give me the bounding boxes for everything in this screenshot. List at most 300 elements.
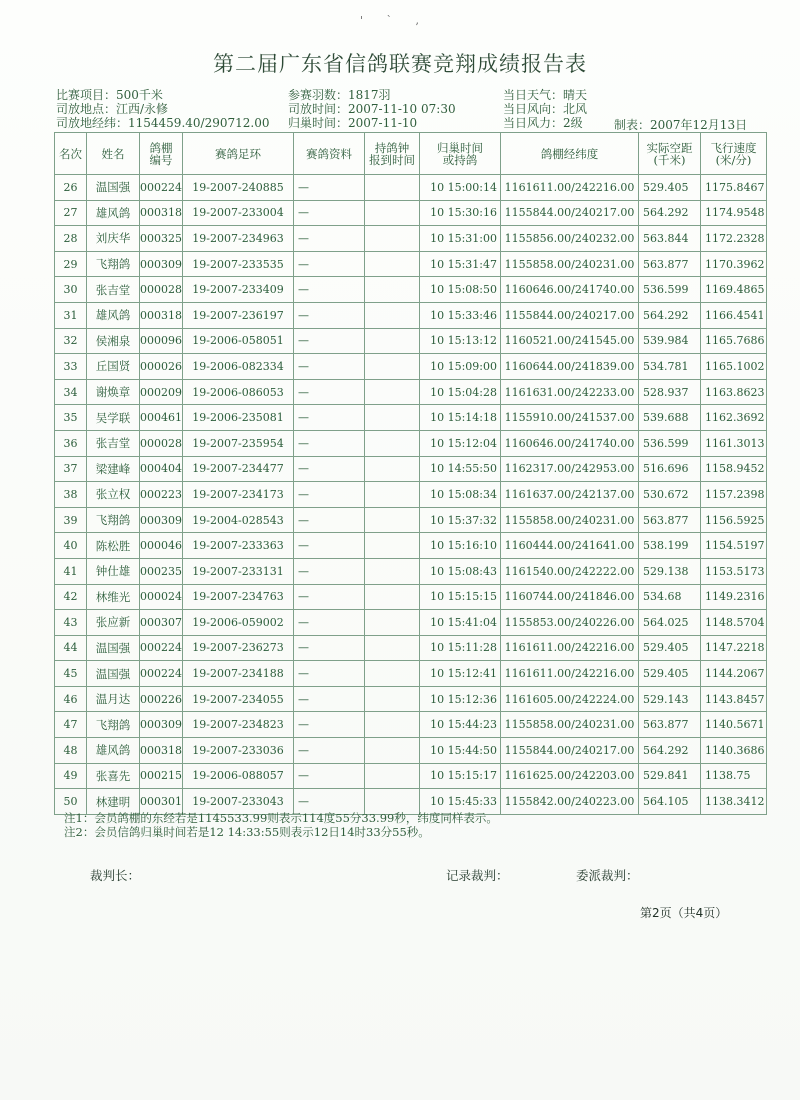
- table-row: [55, 405, 767, 431]
- cell-distance: 528.937: [639, 379, 701, 405]
- cell-rank: 39: [55, 507, 87, 533]
- table-row: [55, 661, 767, 687]
- cell-clock: [365, 584, 420, 610]
- release-place: 司放地点：江西/永修: [56, 102, 169, 116]
- cell-loft-no: 000028: [140, 430, 183, 456]
- cell-name: 温国强: [87, 635, 140, 661]
- table-row: [55, 763, 767, 789]
- cell-rank: 45: [55, 661, 87, 687]
- cell-clock: [365, 200, 420, 226]
- cell-loft-no: 000318: [140, 738, 183, 764]
- table-header-row: [55, 133, 767, 175]
- cell-clock: [365, 763, 420, 789]
- cell-ring: 19-2007-234963: [183, 226, 294, 252]
- cell-arrival: 10 15:09:00: [420, 354, 501, 380]
- cell-coords: 1161611.00/242216.00: [501, 635, 639, 661]
- header-arrival-line1: 归巢时间: [437, 140, 483, 155]
- cell-clock: [365, 226, 420, 252]
- header-loft-no-line1: 鸽棚: [149, 140, 173, 155]
- cell-distance: 539.984: [639, 328, 701, 354]
- cell-coords: 1161540.00/242222.00: [501, 558, 639, 584]
- cell-distance: 564.105: [639, 789, 701, 815]
- cell-loft-no: 000046: [140, 533, 183, 559]
- cell-info: —: [294, 635, 365, 661]
- cell-coords: 1155844.00/240217.00: [501, 738, 639, 764]
- header-speed: [701, 133, 767, 175]
- cell-rank: 42: [55, 584, 87, 610]
- cell-arrival: 10 15:41:04: [420, 610, 501, 636]
- cell-coords: 1155844.00/240217.00: [501, 302, 639, 328]
- cell-coords: 1160646.00/241740.00: [501, 277, 639, 303]
- cell-rank: 49: [55, 763, 87, 789]
- cell-speed: 1143.8457: [701, 686, 767, 712]
- cell-loft-no: 000226: [140, 686, 183, 712]
- cell-speed: 1154.5197: [701, 533, 767, 559]
- cell-distance: 516.696: [639, 456, 701, 482]
- header-speed-line1: 飞行速度: [710, 140, 757, 155]
- cell-info: —: [294, 456, 365, 482]
- cell-speed: 1148.5704: [701, 610, 767, 636]
- cell-rank: 40: [55, 533, 87, 559]
- cell-info: —: [294, 661, 365, 687]
- cell-arrival: 10 15:12:36: [420, 686, 501, 712]
- cell-speed: 1172.2328: [701, 226, 767, 252]
- cell-clock: [365, 661, 420, 687]
- cell-loft-no: 000223: [140, 482, 183, 508]
- cell-name: 雄风鸽: [87, 200, 140, 226]
- cell-speed: 1169.4865: [701, 277, 767, 303]
- cell-distance: 563.844: [639, 226, 701, 252]
- cell-loft-no: 000024: [140, 584, 183, 610]
- race-info-middle: [288, 88, 456, 130]
- cell-name: 陈松胜: [87, 533, 140, 559]
- chief-referee-label: 裁判长：: [90, 868, 141, 883]
- wind-force: 当日风力：2级: [503, 116, 583, 130]
- cell-name: 飞翔鸽: [87, 507, 140, 533]
- cell-ring: 19-2007-233036: [183, 738, 294, 764]
- cell-ring: 19-2006-059002: [183, 610, 294, 636]
- cell-clock: [365, 610, 420, 636]
- cell-coords: 1161631.00/242233.00: [501, 379, 639, 405]
- cell-coords: 1155844.00/240217.00: [501, 200, 639, 226]
- cell-coords: 1155853.00/240226.00: [501, 610, 639, 636]
- cell-name: 钟仕雄: [87, 558, 140, 584]
- cell-clock: [365, 405, 420, 431]
- cell-coords: 1162317.00/242953.00: [501, 456, 639, 482]
- cell-speed: 1174.9548: [701, 200, 767, 226]
- cell-info: —: [294, 610, 365, 636]
- header-distance: [639, 133, 701, 175]
- cell-loft-no: 000309: [140, 507, 183, 533]
- table-row: [55, 610, 767, 636]
- cell-loft-no: 000404: [140, 456, 183, 482]
- cell-speed: 1165.1002: [701, 354, 767, 380]
- cell-ring: 19-2006-082334: [183, 354, 294, 380]
- cell-distance: 564.292: [639, 200, 701, 226]
- cell-clock: [365, 430, 420, 456]
- cell-distance: 530.672: [639, 482, 701, 508]
- cell-distance: 529.841: [639, 763, 701, 789]
- header-coords: 鸽棚经纬度: [501, 133, 639, 175]
- cell-coords: 1155858.00/240231.00: [501, 507, 639, 533]
- return-time: 归巢时间：2007-11-10: [288, 116, 418, 130]
- cell-arrival: 10 15:14:18: [420, 405, 501, 431]
- cell-arrival: 10 15:12:04: [420, 430, 501, 456]
- cell-distance: 534.68: [639, 584, 701, 610]
- cell-info: —: [294, 277, 365, 303]
- cell-ring: 19-2004-028543: [183, 507, 294, 533]
- cell-rank: 33: [55, 354, 87, 380]
- table-row: [55, 584, 767, 610]
- cell-loft-no: 000318: [140, 302, 183, 328]
- cell-clock: [365, 175, 420, 201]
- cell-arrival: 10 15:08:34: [420, 482, 501, 508]
- header-clock: [365, 133, 420, 175]
- cell-clock: [365, 558, 420, 584]
- cell-rank: 37: [55, 456, 87, 482]
- cell-speed: 1170.3962: [701, 251, 767, 277]
- table-row: [55, 200, 767, 226]
- cell-speed: 1162.3692: [701, 405, 767, 431]
- cell-ring: 19-2007-234823: [183, 712, 294, 738]
- cell-speed: 1138.75: [701, 763, 767, 789]
- cell-distance: 564.025: [639, 610, 701, 636]
- cell-distance: 564.292: [639, 738, 701, 764]
- cell-rank: 27: [55, 200, 87, 226]
- cell-loft-no: 000215: [140, 763, 183, 789]
- cell-rank: 29: [55, 251, 87, 277]
- cell-coords: 1161611.00/242216.00: [501, 175, 639, 201]
- cell-clock: [365, 738, 420, 764]
- cell-ring: 19-2007-233131: [183, 558, 294, 584]
- cell-rank: 34: [55, 379, 87, 405]
- cell-speed: 1157.2398: [701, 482, 767, 508]
- cell-ring: 19-2007-240885: [183, 175, 294, 201]
- cell-rank: 26: [55, 175, 87, 201]
- wind-direction: 当日风向：北风: [503, 102, 588, 116]
- cell-coords: 1155842.00/240223.00: [501, 789, 639, 815]
- cell-distance: 563.877: [639, 251, 701, 277]
- cell-loft-no: 000224: [140, 661, 183, 687]
- cell-clock: [365, 507, 420, 533]
- cell-coords: 1160444.00/241641.00: [501, 533, 639, 559]
- cell-ring: 19-2007-233004: [183, 200, 294, 226]
- cell-rank: 47: [55, 712, 87, 738]
- cell-name: 张吉堂: [87, 277, 140, 303]
- cell-info: —: [294, 789, 365, 815]
- cell-loft-no: 000461: [140, 405, 183, 431]
- table-row: [55, 482, 767, 508]
- cell-ring: 19-2007-233535: [183, 251, 294, 277]
- cell-info: —: [294, 379, 365, 405]
- table-row: [55, 507, 767, 533]
- cell-ring: 19-2007-236197: [183, 302, 294, 328]
- cell-loft-no: 000224: [140, 635, 183, 661]
- cell-rank: 50: [55, 789, 87, 815]
- race-info-left: [56, 88, 269, 130]
- cell-rank: 48: [55, 738, 87, 764]
- cell-distance: 563.877: [639, 712, 701, 738]
- cell-name: 温国强: [87, 661, 140, 687]
- header-distance-line1: 实际空距: [646, 140, 693, 155]
- cell-ring: 19-2006-058051: [183, 328, 294, 354]
- header-name: 姓名: [87, 133, 140, 175]
- cell-coords: 1160521.00/241545.00: [501, 328, 639, 354]
- race-item: 比赛项目：500千米: [56, 88, 163, 102]
- cell-loft-no: 000224: [140, 175, 183, 201]
- cell-rank: 43: [55, 610, 87, 636]
- cell-loft-no: 000325: [140, 226, 183, 252]
- table-row: [55, 533, 767, 559]
- table-row: [55, 302, 767, 328]
- cell-clock: [365, 354, 420, 380]
- cell-info: —: [294, 558, 365, 584]
- cell-info: —: [294, 584, 365, 610]
- cell-rank: 41: [55, 558, 87, 584]
- cell-info: —: [294, 354, 365, 380]
- cell-distance: 539.688: [639, 405, 701, 431]
- cell-coords: 1155910.00/241537.00: [501, 405, 639, 431]
- note-1: 注1：会员鸽棚的东经若是1145533.99则表示114度55分33.99秒，纬度同样表示。: [64, 811, 498, 825]
- cell-coords: 1160744.00/241846.00: [501, 584, 639, 610]
- cell-arrival: 10 15:12:41: [420, 661, 501, 687]
- cell-speed: 1156.5925: [701, 507, 767, 533]
- cell-rank: 46: [55, 686, 87, 712]
- cell-rank: 31: [55, 302, 87, 328]
- header-info: 赛鸽资料: [294, 133, 365, 175]
- cell-arrival: 10 15:08:50: [420, 277, 501, 303]
- cell-info: —: [294, 328, 365, 354]
- cell-name: 丘国贤: [87, 354, 140, 380]
- cell-arrival: 10 15:31:47: [420, 251, 501, 277]
- cell-ring: 19-2007-234055: [183, 686, 294, 712]
- cell-distance: 529.143: [639, 686, 701, 712]
- header-arrival: [420, 133, 501, 175]
- page-number: 第2页（共4页）: [640, 906, 728, 920]
- cell-arrival: 10 15:44:50: [420, 738, 501, 764]
- cell-coords: 1155858.00/240231.00: [501, 712, 639, 738]
- cell-ring: 19-2007-236273: [183, 635, 294, 661]
- table-row: [55, 379, 767, 405]
- table-body: [55, 175, 767, 815]
- cell-name: 飞翔鸽: [87, 712, 140, 738]
- cell-clock: [365, 251, 420, 277]
- cell-arrival: 10 15:13:12: [420, 328, 501, 354]
- cell-rank: 44: [55, 635, 87, 661]
- cell-ring: 19-2007-233043: [183, 789, 294, 815]
- cell-speed: 1138.3412: [701, 789, 767, 815]
- header-clock-line2: 报到时间: [369, 152, 415, 167]
- cell-rank: 28: [55, 226, 87, 252]
- table-row: [55, 558, 767, 584]
- cell-info: —: [294, 302, 365, 328]
- header-loft-no-line2: 编号: [149, 152, 173, 167]
- cell-speed: 1153.5173: [701, 558, 767, 584]
- cell-name: 侯湘泉: [87, 328, 140, 354]
- cell-rank: 32: [55, 328, 87, 354]
- cell-clock: [365, 635, 420, 661]
- cell-info: —: [294, 200, 365, 226]
- cell-speed: 1161.3013: [701, 430, 767, 456]
- cell-arrival: 10 15:44:23: [420, 712, 501, 738]
- cell-name: 梁建峰: [87, 456, 140, 482]
- cell-loft-no: 000028: [140, 277, 183, 303]
- cell-distance: 564.292: [639, 302, 701, 328]
- cell-clock: [365, 302, 420, 328]
- cell-rank: 36: [55, 430, 87, 456]
- cell-name: 林建明: [87, 789, 140, 815]
- cell-loft-no: 000235: [140, 558, 183, 584]
- cell-coords: 1161637.00/242137.00: [501, 482, 639, 508]
- cell-info: —: [294, 482, 365, 508]
- cell-speed: 1165.7686: [701, 328, 767, 354]
- table-row: [55, 635, 767, 661]
- cell-arrival: 10 15:15:17: [420, 763, 501, 789]
- cell-arrival: 10 15:30:16: [420, 200, 501, 226]
- cell-ring: 19-2007-234477: [183, 456, 294, 482]
- cell-arrival: 10 15:37:32: [420, 507, 501, 533]
- cell-clock: [365, 379, 420, 405]
- cell-ring: 19-2007-234173: [183, 482, 294, 508]
- cell-speed: 1163.8623: [701, 379, 767, 405]
- recording-referee-label: 记录裁判：: [446, 868, 509, 883]
- cell-clock: [365, 328, 420, 354]
- cell-loft-no: 000309: [140, 712, 183, 738]
- cell-speed: 1140.5671: [701, 712, 767, 738]
- cell-name: 雄风鸽: [87, 738, 140, 764]
- cell-info: —: [294, 175, 365, 201]
- header-ring: 赛鸽足环: [183, 133, 294, 175]
- cell-info: —: [294, 251, 365, 277]
- cell-loft-no: 000309: [140, 251, 183, 277]
- cell-name: 张喜先: [87, 763, 140, 789]
- cell-ring: 19-2007-233363: [183, 533, 294, 559]
- cell-info: —: [294, 686, 365, 712]
- cell-speed: 1147.2218: [701, 635, 767, 661]
- table-row: [55, 456, 767, 482]
- table-row: [55, 328, 767, 354]
- cell-coords: 1160644.00/241839.00: [501, 354, 639, 380]
- cell-speed: 1158.9452: [701, 456, 767, 482]
- table-row: [55, 277, 767, 303]
- release-time: 司放时间：2007-11-10 07:30: [288, 102, 456, 116]
- cell-speed: 1175.8467: [701, 175, 767, 201]
- cell-arrival: 10 15:33:46: [420, 302, 501, 328]
- cell-distance: 538.199: [639, 533, 701, 559]
- table-row: [55, 251, 767, 277]
- cell-distance: 563.877: [639, 507, 701, 533]
- cell-clock: [365, 277, 420, 303]
- cell-name: 雄风鸽: [87, 302, 140, 328]
- cell-ring: 19-2007-234188: [183, 661, 294, 687]
- header-speed-line2: (米/分): [715, 152, 752, 167]
- header-clock-line1: 持鸽钟: [374, 140, 410, 155]
- cell-clock: [365, 482, 420, 508]
- cell-arrival: 10 14:55:50: [420, 456, 501, 482]
- cell-ring: 19-2007-234763: [183, 584, 294, 610]
- cell-arrival: 10 15:16:10: [420, 533, 501, 559]
- appointed-referee-label: 委派裁判：: [576, 868, 639, 883]
- cell-distance: 529.405: [639, 661, 701, 687]
- cell-arrival: 10 15:15:15: [420, 584, 501, 610]
- note-2: 注2：会员信鸽归巢时间若是12 14:33:55则表示12日14时33分55秒。: [64, 825, 430, 839]
- race-info-right: [503, 88, 587, 130]
- cell-clock: [365, 712, 420, 738]
- cell-name: 谢焕章: [87, 379, 140, 405]
- cell-arrival: 10 15:04:28: [420, 379, 501, 405]
- cell-ring: 19-2006-235081: [183, 405, 294, 431]
- entries-count: 参赛羽数：1817羽: [288, 88, 391, 102]
- cell-info: —: [294, 712, 365, 738]
- cell-clock: [365, 686, 420, 712]
- cell-speed: 1166.4541: [701, 302, 767, 328]
- cell-arrival: 10 15:08:43: [420, 558, 501, 584]
- cell-name: 吴学联: [87, 405, 140, 431]
- cell-coords: 1161611.00/242216.00: [501, 661, 639, 687]
- cell-name: 张吉堂: [87, 430, 140, 456]
- table-row: [55, 175, 767, 201]
- cell-distance: 529.405: [639, 175, 701, 201]
- header-distance-line2: (千米): [653, 152, 686, 167]
- release-coords: 司放地经纬：1154459.40/290712.00: [56, 116, 270, 130]
- cell-distance: 529.138: [639, 558, 701, 584]
- cell-arrival: 10 15:11:28: [420, 635, 501, 661]
- cell-distance: 529.405: [639, 635, 701, 661]
- cell-coords: 1155858.00/240231.00: [501, 251, 639, 277]
- weather: 当日天气：晴天: [503, 88, 588, 102]
- cell-name: 温月达: [87, 686, 140, 712]
- cell-loft-no: 000301: [140, 789, 183, 815]
- cell-name: 飞翔鸽: [87, 251, 140, 277]
- cell-info: —: [294, 430, 365, 456]
- made-date: 制表：2007年12月13日: [614, 118, 748, 132]
- cell-speed: 1144.2067: [701, 661, 767, 687]
- table-row: [55, 226, 767, 252]
- cell-loft-no: 000307: [140, 610, 183, 636]
- header-loft-no: [140, 133, 183, 175]
- cell-distance: 536.599: [639, 430, 701, 456]
- cell-name: 张立权: [87, 482, 140, 508]
- cell-speed: 1149.2316: [701, 584, 767, 610]
- cell-rank: 30: [55, 277, 87, 303]
- cell-ring: 19-2007-233409: [183, 277, 294, 303]
- cell-ring: 19-2006-086053: [183, 379, 294, 405]
- header-rank: 名次: [55, 133, 87, 175]
- cell-name: 刘庆华: [87, 226, 140, 252]
- cell-info: —: [294, 533, 365, 559]
- cell-rank: 38: [55, 482, 87, 508]
- cell-clock: [365, 456, 420, 482]
- cell-loft-no: 000026: [140, 354, 183, 380]
- report-title: 第二届广东省信鸽联赛竞翔成绩报告表: [213, 52, 587, 76]
- results-table: [54, 132, 767, 815]
- cell-info: —: [294, 507, 365, 533]
- cell-distance: 536.599: [639, 277, 701, 303]
- cell-info: —: [294, 763, 365, 789]
- notes: [64, 811, 498, 839]
- cell-name: 张应新: [87, 610, 140, 636]
- cell-info: —: [294, 405, 365, 431]
- table-row: [55, 712, 767, 738]
- cell-ring: 19-2006-088057: [183, 763, 294, 789]
- cell-arrival: 10 15:00:14: [420, 175, 501, 201]
- scan-specks: ' ` ,: [360, 14, 430, 27]
- cell-loft-no: 000096: [140, 328, 183, 354]
- cell-coords: 1160646.00/241740.00: [501, 430, 639, 456]
- table-row: [55, 738, 767, 764]
- cell-clock: [365, 533, 420, 559]
- header-arrival-line2: 或持鸽: [442, 152, 478, 167]
